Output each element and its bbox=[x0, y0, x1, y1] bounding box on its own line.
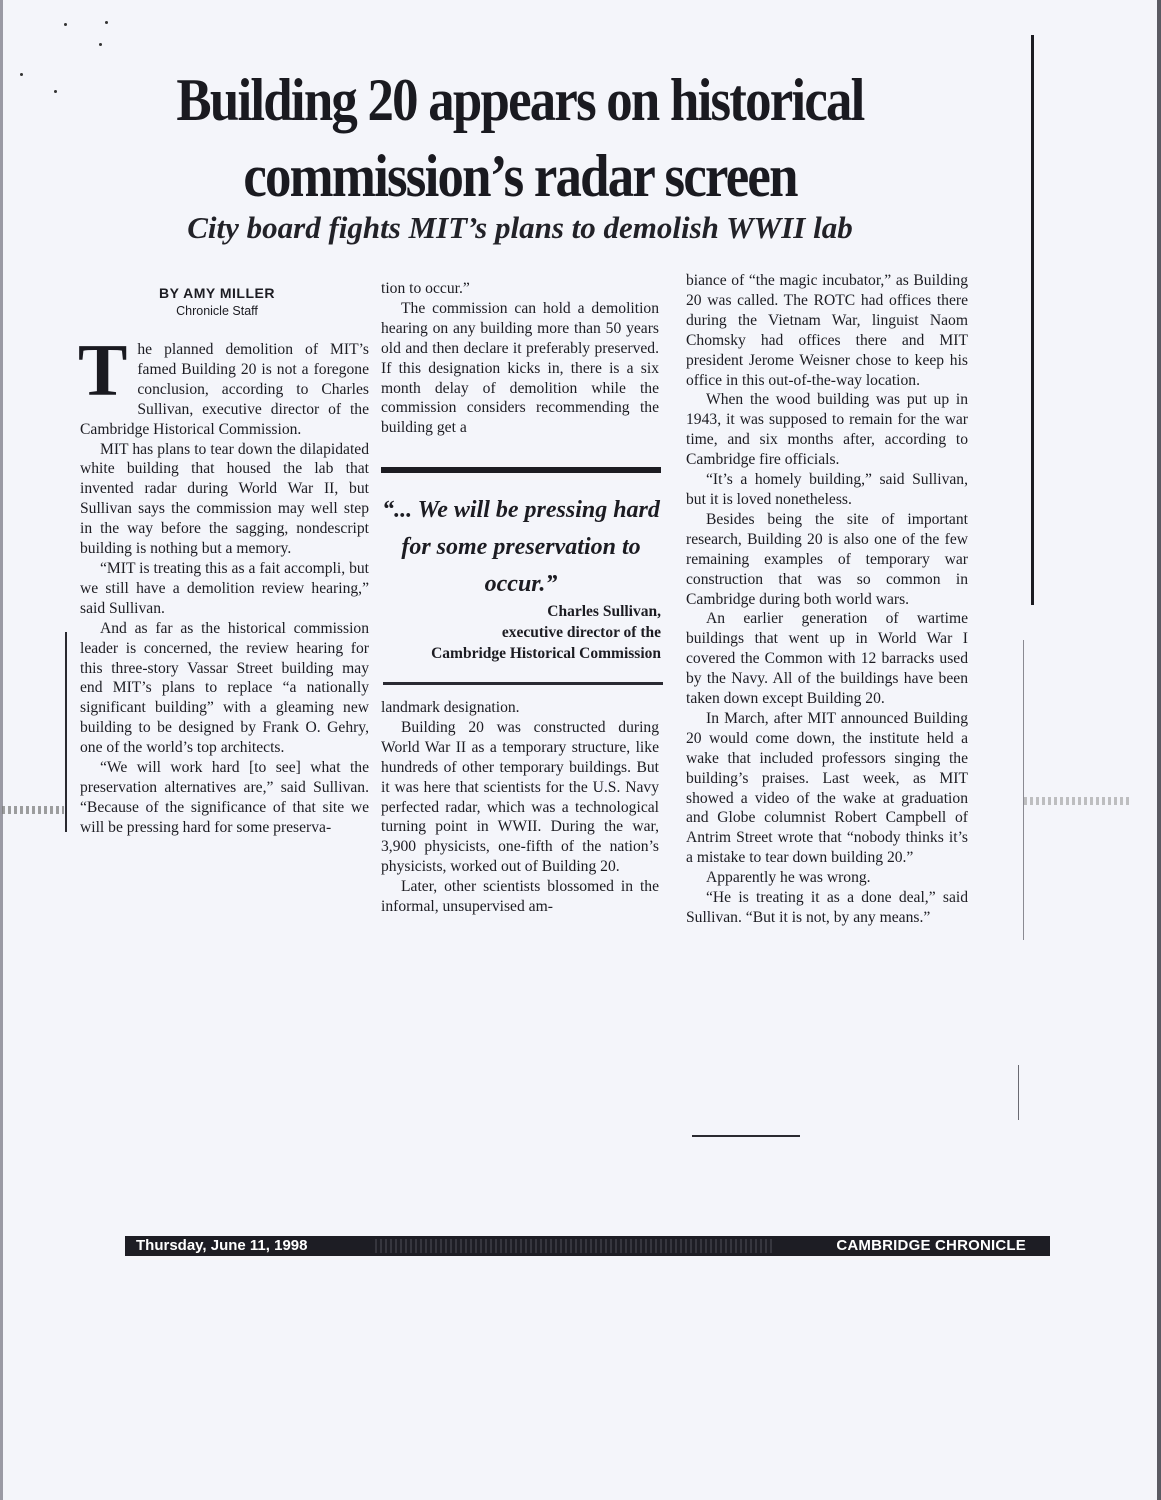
article-column-2-bottom bbox=[381, 698, 659, 917]
headline: Building 20 appears on historical commission’s radar screen bbox=[176, 67, 864, 209]
paragraph: Besides being the site of important research, Building 20 is also one of the few remaining examples of temporary war construction that was so common in Cambridge during both world wars. bbox=[686, 510, 968, 608]
margin-line bbox=[1018, 1065, 1019, 1120]
paragraph: MIT has plans to tear down the dilapidated white building that housed the lab that invented radar during World War II, but Sullivan says the commission may well step in the way before the sagging, nondescript building is nothing but a memory. bbox=[80, 440, 369, 558]
drop-cap: T bbox=[78, 330, 128, 412]
paragraph: tion to occur.” bbox=[381, 280, 470, 297]
paragraph bbox=[78, 330, 369, 440]
scan-speck bbox=[64, 23, 67, 26]
scan-edge-left bbox=[0, 0, 3, 1500]
attribution-title: executive director of the bbox=[501, 624, 661, 641]
paragraph: “MIT is treating this as a fait accompli, but we still have a demolition review hearing,” said Sullivan. bbox=[80, 559, 369, 617]
article-column-1 bbox=[78, 330, 369, 838]
paragraph: An earlier generation of wartime buildings that went up in World War I covered the Common with 12 barracks used by the Navy. All of the buildings have been taken down except Building 20. bbox=[686, 610, 968, 708]
scan-speck bbox=[54, 90, 57, 93]
perforation-marks bbox=[1024, 797, 1130, 805]
paragraph: And as far as the historical commission leader is concerned, the review hearing for this three-story Vassar Street building may end MIT’s plans to replace “a nationally significant building” with a gleaming new building to be designed by Frank O. Gehry, one of the world’s top architects. bbox=[80, 619, 369, 757]
paragraph: landmark designation. bbox=[381, 699, 520, 716]
scan-speck bbox=[20, 73, 23, 76]
paragraph: Later, other scientists blossomed in the informal, unsupervised am- bbox=[381, 878, 659, 916]
pull-quote: “... We will be pressing hard for some preservation to occur.” bbox=[382, 497, 660, 597]
scan-speck bbox=[99, 43, 102, 46]
perforation-marks bbox=[2, 806, 64, 814]
footer-halftone bbox=[375, 1239, 775, 1253]
attribution-organization: Cambridge Historical Commission bbox=[431, 645, 661, 662]
margin-line bbox=[1023, 640, 1024, 940]
publication-name: CAMBRIDGE CHRONICLE bbox=[836, 1237, 1026, 1254]
paragraph: “It’s a homely building,” said Sullivan, but it is loved nonetheless. bbox=[686, 471, 968, 508]
pull-quote-bottom-rule bbox=[383, 682, 663, 685]
scan-edge-right bbox=[1157, 0, 1161, 1500]
subheadline: City board fights MIT’s plans to demolish WWII lab bbox=[187, 210, 853, 245]
paragraph: Apparently he was wrong. bbox=[706, 869, 871, 887]
pull-quote-top-rule bbox=[381, 467, 661, 473]
byline bbox=[82, 284, 352, 320]
paragraph: The commission can hold a demolition hearing on any building more than 50 years old and then declare it preferably preserved. If this designation kicks in, there is a six month delay of demolition while the commission considers recommending the building get a bbox=[381, 299, 659, 437]
paragraph: In March, after MIT announced Building 20 would come down, the institute held a wake that included professors singing the building’s praises. Last week, as MIT showed a video of the wake at graduation and Globe columnist Robert Campbell of Antrim Street wrote that “nobody thinks it’s a mistake to tear down building 20.” bbox=[686, 709, 968, 867]
article-column-2-top bbox=[381, 279, 659, 438]
article-column-3 bbox=[686, 271, 968, 928]
paragraph: biance of “the magic incubator,” as Building 20 was called. The ROTC had offices there during the Vietnam War, linguist Naom Chomsky had offices there and MIT president Jerome Weisner chose to keep his office in this out-of-the-way location. bbox=[686, 272, 968, 389]
paragraph: Building 20 was constructed during World War II as a temporary structure, like hundreds of other temporary buildings. But it was here that scientists for the U.S. Navy perfected radar, which was a technological turning point in WWII. During the war, 3,900 physicists, one-fifth of the nation’s physicists, worked out of Building 20. bbox=[381, 718, 659, 876]
page-footer-bar bbox=[125, 1236, 1050, 1256]
author-affiliation: Chronicle Staff bbox=[176, 304, 258, 318]
margin-line bbox=[65, 632, 67, 832]
paragraph: “We will work hard [to see] what the preservation alternatives are,” said Sullivan. “Because of the significance of that site we will be pressing hard for some preserva- bbox=[80, 759, 369, 836]
paragraph-text: he planned demolition of MIT’s famed Building 20 is not a foregone conclusion, according to Charles Sullivan, executive director of the Cambridge Historical Commission. bbox=[80, 341, 369, 438]
scan-speck bbox=[105, 21, 108, 24]
margin-line bbox=[1031, 35, 1034, 605]
pull-quote-attribution bbox=[381, 601, 661, 664]
author-name: BY AMY MILLER bbox=[159, 285, 275, 301]
paragraph: “He is treating it as a done deal,” said Sullivan. “But it is not, by any means.” bbox=[686, 889, 968, 926]
attribution-name: Charles Sullivan, bbox=[547, 603, 661, 620]
publication-date: Thursday, June 11, 1998 bbox=[136, 1237, 308, 1254]
paragraph: When the wood building was put up in 1943, it was supposed to remain for the war time, and six months after, according to Cambridge fire officials. bbox=[686, 391, 968, 469]
article-end-rule bbox=[692, 1135, 800, 1137]
